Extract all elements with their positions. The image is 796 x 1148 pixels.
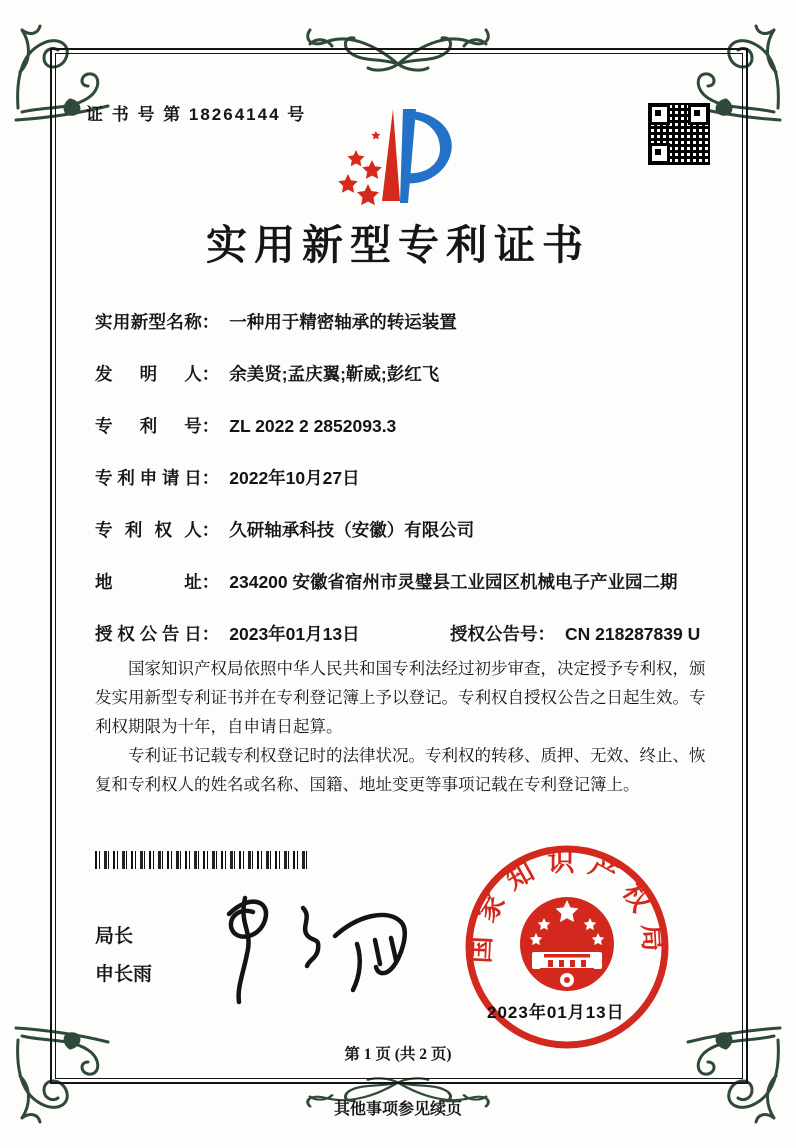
field-label: 实用新型名称 xyxy=(95,312,202,332)
certificate-number: 证 书 号 第 18264144 号 xyxy=(86,105,307,124)
field-row-address: 地址 ： 234200 安徽省宿州市灵璧县工业园区机械电子产业园二期 xyxy=(95,570,715,595)
field-value-grant-number: CN 218287839 U xyxy=(565,624,701,644)
field-value-filing-date: 2022年10月27日 xyxy=(229,468,360,488)
field-label: 专利申请日 xyxy=(95,468,202,488)
qr-finder-icon xyxy=(649,143,670,164)
continuation-note: 其他事项参见续页 xyxy=(333,1101,462,1118)
field-row-patent-number: 专利号 ： ZL 2022 2 2852093.3 xyxy=(95,414,715,439)
field-row-utility-model-name: 实用新型名称 ： 一种用于精密轴承的转运装置 xyxy=(95,310,715,335)
field-value-inventors: 余美贤;孟庆翼;靳威;彭红飞 xyxy=(229,364,440,384)
commissioner-title: 局长 xyxy=(95,926,134,947)
field-row-filing-date: 专利申请日 ： 2022年10月27日 xyxy=(95,466,715,491)
seal-agency-text: 国家知识产权局 xyxy=(465,847,669,965)
field-label: 授权公告号 xyxy=(450,624,538,644)
qr-finder-icon xyxy=(649,104,670,125)
field-value-address: 234200 安徽省宿州市灵璧县工业园区机械电子产业园二期 xyxy=(229,572,678,592)
field-row-patentee: 专利权人 ： 久研轴承科技（安徽）有限公司 xyxy=(95,518,715,543)
field-label: 地址 xyxy=(95,572,202,592)
certificate-title: 实用新型专利证书 xyxy=(206,222,590,268)
field-label: 专利号 xyxy=(95,416,202,436)
field-value-grant-date: 2023年01月13日 xyxy=(229,624,360,644)
certificate-fields xyxy=(95,310,715,647)
legal-paragraph-2: 专利证书记载专利权登记时的法律状况。专利权的转移、质押、无效、终止、恢复和专利权人的姓名或名称、国籍、地址变更等事项记载在专利登记簿上。 xyxy=(95,745,706,794)
seal-date: 2023年01月13日 xyxy=(487,1003,625,1022)
field-label: 专利权人 xyxy=(95,520,202,540)
commissioner-block xyxy=(95,918,152,994)
field-label: 发明人 xyxy=(95,364,202,384)
grant-number-group: 授权公告号 ： CN 218287839 U xyxy=(450,622,700,647)
qr-finder-icon xyxy=(688,104,709,125)
field-row-grant xyxy=(95,622,715,647)
barcode xyxy=(95,851,311,869)
field-value-patent-number: ZL 2022 2 2852093.3 xyxy=(229,416,397,436)
field-value-utility-model-name: 一种用于精密轴承的转运装置 xyxy=(229,312,457,332)
field-value-patentee: 久研轴承科技（安徽）有限公司 xyxy=(229,520,475,540)
qr-code xyxy=(648,103,710,165)
commissioner-name: 申长雨 xyxy=(95,964,153,985)
cnipa-logo-icon xyxy=(330,103,466,211)
field-row-inventors: 发明人 ： 余美贤;孟庆翼;靳威;彭红飞 xyxy=(95,362,715,387)
legal-paragraph-1: 国家知识产权局依照中华人民共和国专利法经过初步审查，决定授予专利权，颁发实用新型专利证书并在专利登记簿上予以登记。专利权自授权公告之日起生效。专利权期限为十年，自申请日起算。 xyxy=(95,659,706,736)
grant-date-group: 授权公告日 ： 2023年01月13日 xyxy=(95,622,450,647)
commissioner-signature-icon xyxy=(205,882,420,1007)
legal-text xyxy=(95,655,715,799)
national-emblem-icon xyxy=(520,897,614,991)
page-number: 第 1 页 (共 2 页) xyxy=(344,1046,452,1063)
field-label: 授权公告日 xyxy=(95,624,202,644)
